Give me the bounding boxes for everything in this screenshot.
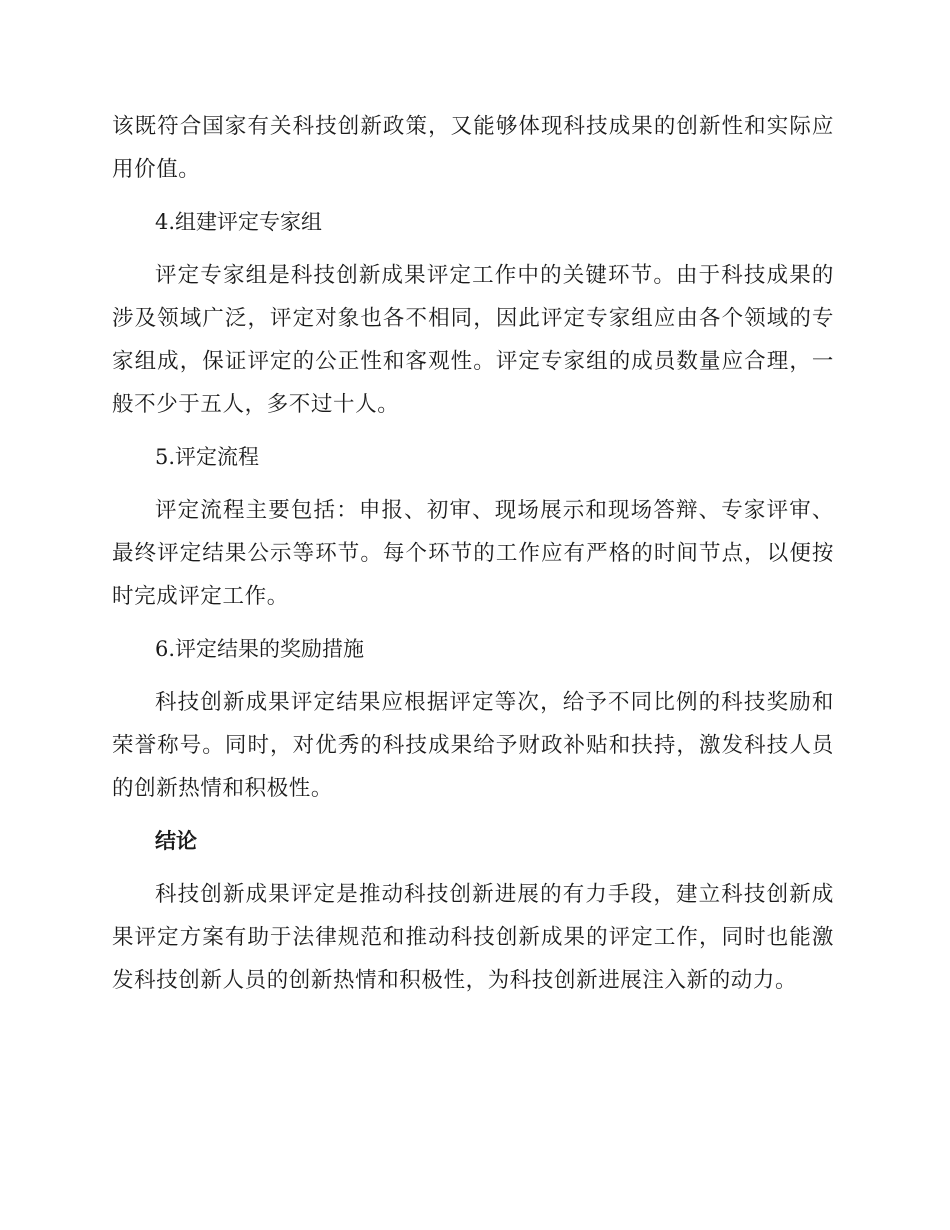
document-page [112,105,834,1002]
paragraph-policy-continuation: 该既符合国家有关科技创新政策，又能够体现科技成果的创新性和实际应用价值。 [112,114,834,182]
section-heading-rewards: 6.评定结果的奖励措施 [155,637,365,661]
section-heading-expert-group: 4.组建评定专家组 [155,210,323,234]
conclusion-heading: 结论 [155,829,197,853]
paragraph-rewards: 科技创新成果评定结果应根据评定等次，给予不同比例的科技奖励和荣誉称号。同时，对优秀的科技成果给予财政补贴和扶持，激发科技人员的创新热情和积极性。 [112,690,834,801]
paragraph-expert-group: 评定专家组是科技创新成果评定工作中的关键环节。由于科技成果的涉及领域广泛，评定对象也各不相同，因此评定专家组应由各个领域的专家组成，保证评定的公正性和客观性。评定专家组的成员数量应合理，一般不少于五人，多不过十人。 [112,263,834,417]
paragraph-conclusion: 科技创新成果评定是推动科技创新进展的有力手段，建立科技创新成果评定方案有助于法律规范和推动科技创新成果的评定工作，同时也能激发科技创新人员的创新热情和积极性，为科技创新进展注入新的动力。 [112,882,834,993]
section-heading-process: 5.评定流程 [155,445,260,469]
paragraph-process: 评定流程主要包括：申报、初审、现场展示和现场答辩、专家评审、最终评定结果公示等环节。每个环节的工作应有严格的时间节点，以便按时完成评定工作。 [112,498,834,609]
